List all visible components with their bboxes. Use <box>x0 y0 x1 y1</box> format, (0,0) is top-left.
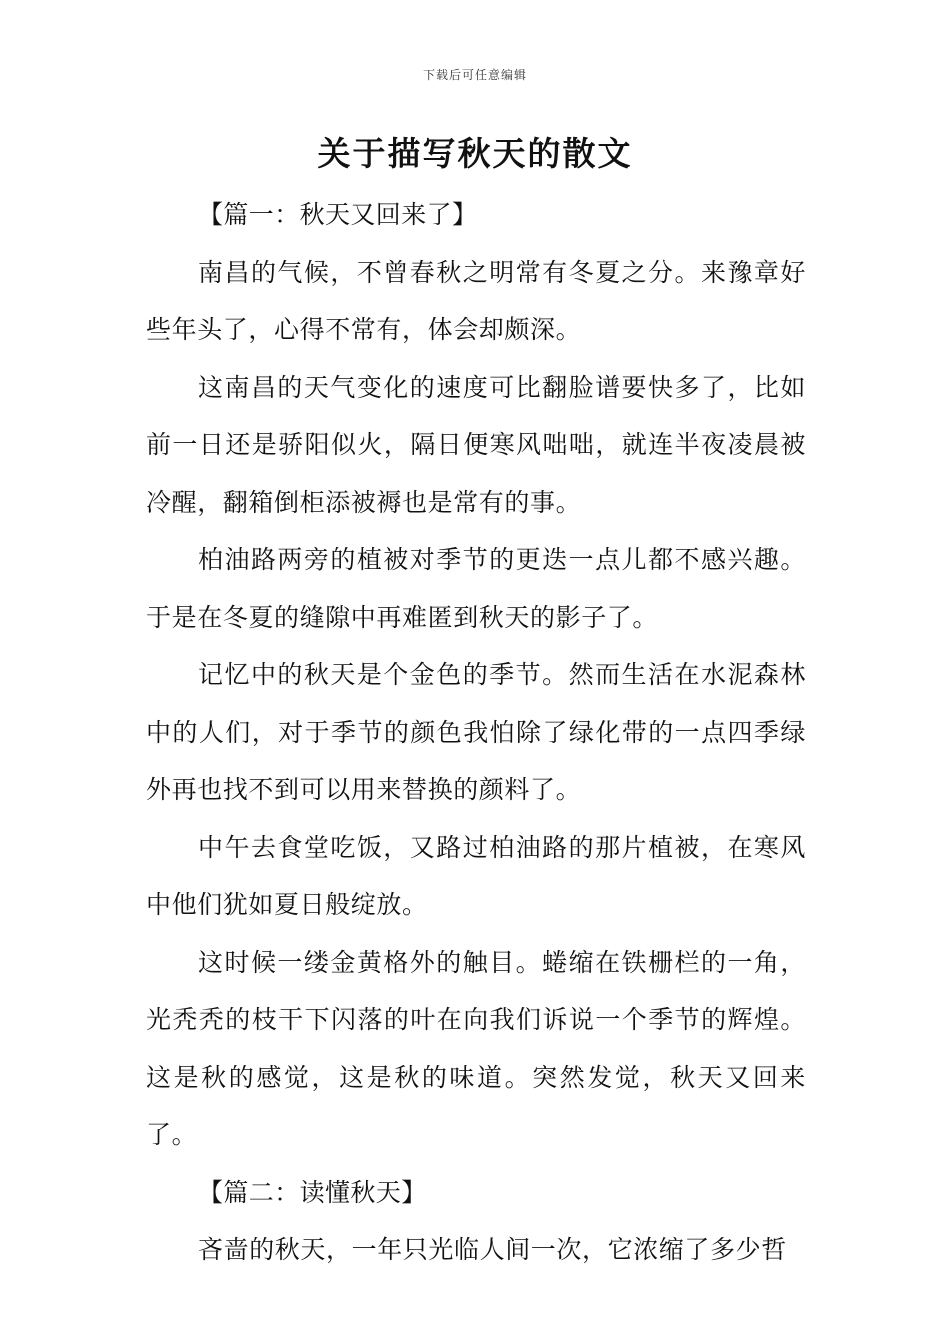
document-body <box>146 186 806 1279</box>
paragraph: 吝啬的秋天，一年只光临人间一次，它浓缩了多少哲 <box>198 1235 787 1264</box>
paragraph: 中午去食堂吃饭，又路过柏油路的那片植被，在寒风中他们犹如夏日般绽放。 <box>146 832 806 919</box>
section-heading-1: 【篇一：秋天又回来了】 <box>198 200 478 229</box>
paragraph: 这南昌的天气变化的速度可比翻脸谱要快多了，比如前一日还是骄阳似火，隔日便寒风咄咄，就连半夜凌晨被冷醒，翻箱倒柜添被褥也是常有的事。 <box>146 372 806 517</box>
document-title: 关于描写秋天的散文 <box>317 134 633 173</box>
section-heading-2: 【篇二：读懂秋天】 <box>198 1177 427 1207</box>
paragraph: 记忆中的秋天是个金色的季节。然而生活在水泥森林中的人们，对于季节的颜色我怕除了绿化带的一点四季绿外再也找不到可以用来替换的颜料了。 <box>146 660 806 804</box>
paragraph: 柏油路两旁的植被对季节的更迭一点儿都不感兴趣。于是在冬夏的缝隙中再难匿到秋天的影子了。 <box>146 545 806 632</box>
paragraph: 南昌的气候，不曾春秋之明常有冬夏之分。来豫章好些年头了，心得不常有，体会却颇深。 <box>146 257 806 344</box>
header-note: 下载后可任意编辑 <box>422 68 527 82</box>
paragraph: 这时候一缕金黄格外的触目。蜷缩在铁栅栏的一角，光秃秃的枝干下闪落的叶在向我们诉说一个季节的辉煌。这是秋的感觉，这是秋的味道。突然发觉，秋天又回来了。 <box>146 947 806 1149</box>
